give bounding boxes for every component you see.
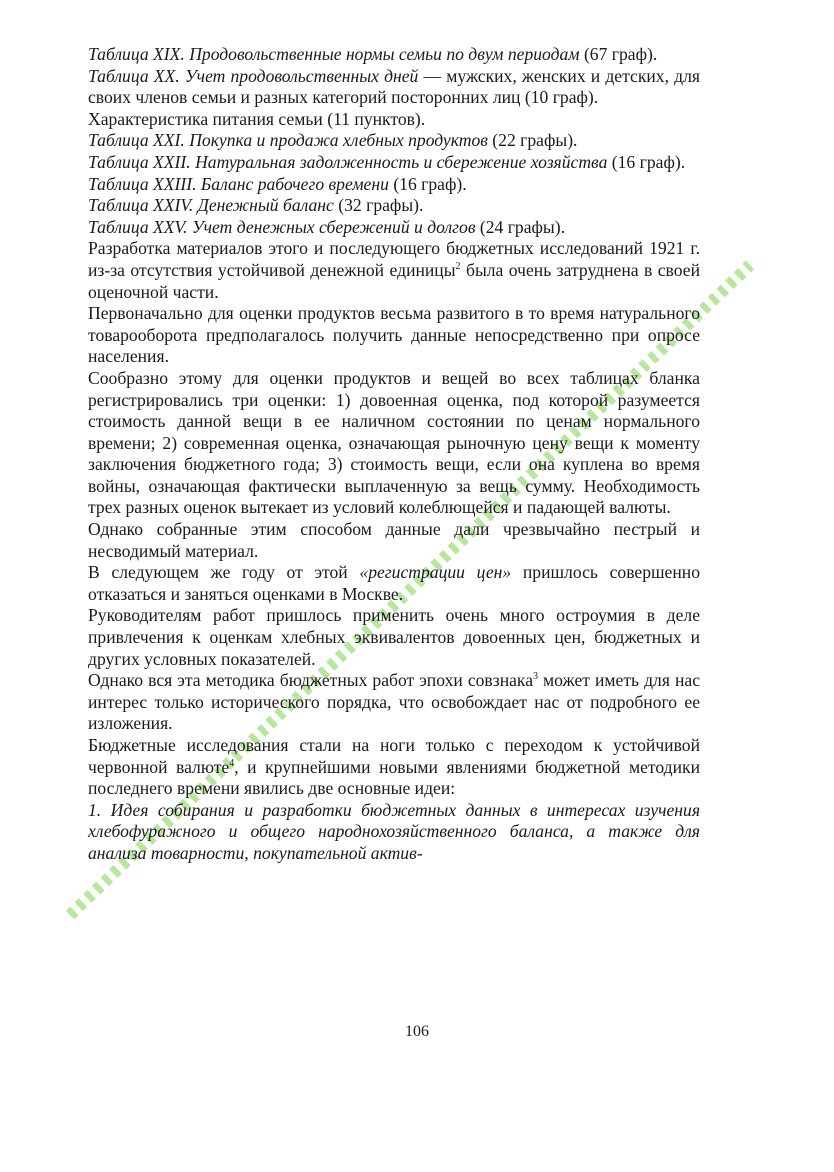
- paragraph-3: [88, 368, 700, 519]
- table-20-rest: — мужских, женских и детских, для своих членов семьи и разных категорий посторонних лиц (10 граф).: [88, 65, 700, 108]
- paragraph-2-text: Первоначально для оценки продуктов весьма развитого в то время натурального товарооборота предполагалось получить данные непосредственно при опросе населения.: [88, 303, 700, 367]
- paragraph-3-text: Сообразно этому для оценки продуктов и вещей во всех таблицах бланка регистрировались три оценки: 1) довоенная оценка, под которой разумеется стоимость данной вещи в ее наличном состоянии по ценам нормального времени; 2) современная оценка, означающая рыночную цену вещи к моменту заключения бюджетного года; 3) стоимость вещи, если она куплена во время войны, означающая фактически выплаченную за вещь сумму. Необходимость трех разных оценок вытекает из условий колеблющейся и падающей валюты.: [88, 367, 700, 518]
- footnote-ref-4[interactable]: 4: [229, 757, 235, 769]
- table-23-count: (16 граф).: [393, 173, 467, 194]
- paragraph-5-text: В следующем же году от этой: [88, 562, 360, 583]
- paragraph-5: [88, 562, 700, 605]
- paragraph-1-text: Разработка материалов этого и последующего бюджетных исследований 1921 г. из-за отсутствия устойчивой денежной единицы: [88, 238, 700, 280]
- table-20-title: Учет продовольственных дней: [184, 65, 419, 86]
- paragraph-1-text-end: была очень затруднена в своей оценочной части.: [88, 259, 700, 302]
- paragraph-8-text-end: , и крупнейшими новыми явлениями бюджетной методики последнего времени явились две основные идеи:: [88, 756, 700, 799]
- paragraph-5-text-end: пришлось совершенно отказаться и заняться оценками в Москве.: [88, 562, 700, 604]
- table-21-label: Таблица XXI.: [88, 130, 185, 151]
- table-24-title: Денежный баланс: [197, 195, 334, 216]
- paragraph-5-italic: «регистрации цен»: [359, 562, 512, 583]
- paragraph-9-text: 1. Идея собирания и разработки бюджетных данных в интересах изучения хлебофуражного и общего народнохозяйственного баланса, а также для анализа товарности, покупательной актив-: [88, 799, 700, 863]
- paragraph-7-text-end: может иметь для нас интерес только исторического порядка, что освобождает нас от подробного ее изложения.: [88, 670, 701, 734]
- paragraph-8: [88, 735, 700, 800]
- page-number: 106: [405, 1023, 429, 1040]
- footnote-ref-3[interactable]: 3: [533, 671, 539, 683]
- line-table-22: [88, 152, 700, 174]
- line-table-25: [88, 217, 700, 239]
- table-23-label: Таблица XXIII.: [88, 173, 197, 194]
- document-body: [88, 44, 700, 865]
- paragraph-6: [88, 605, 700, 670]
- paragraph-4-text: Однако собранные этим способом данные дали чрезвычайно пестрый и несводимый материал.: [88, 519, 700, 561]
- table-24-count: (32 графы).: [338, 195, 424, 216]
- paragraph-1: [88, 238, 700, 303]
- table-19-count: (67 граф).: [583, 44, 658, 64]
- table-22-label: Таблица XXII.: [88, 151, 191, 172]
- paragraph-4: [88, 519, 700, 562]
- line-characteristic: [88, 109, 700, 131]
- table-21-title: Покупка и продажа хлебных продуктов: [189, 130, 488, 151]
- footnote-ref-2[interactable]: 2: [455, 261, 461, 273]
- table-22-count: (16 граф).: [611, 151, 686, 172]
- paragraph-9: [88, 800, 700, 865]
- table-25-label: Таблица XXV.: [88, 216, 188, 237]
- table-24-label: Таблица XXIV.: [88, 195, 194, 216]
- table-25-count: (24 графы).: [479, 216, 566, 237]
- line-table-23: [88, 174, 700, 196]
- table-19-title: Продовольственные нормы семьи по двум периодам: [189, 44, 580, 64]
- line-table-21: [88, 130, 700, 152]
- line-table-19: [88, 44, 700, 66]
- paragraph-8-text: Бюджетные исследования стали на ноги только с переходом к устойчивой червонной валюте: [88, 735, 700, 777]
- paragraph-7: [88, 670, 700, 735]
- table-23-title: Баланс рабочего времени: [200, 173, 389, 194]
- line-table-20: [88, 66, 700, 109]
- characteristic-text: Характеристика питания семьи (11 пунктов).: [88, 108, 426, 129]
- table-21-count: (22 графы).: [492, 130, 578, 151]
- paragraph-7-text: Однако вся эта методика бюджетных работ эпохи совзнака: [88, 670, 534, 691]
- table-25-title: Учет денежных сбережений и долгов: [191, 216, 476, 237]
- table-22-title: Натуральная задолженность и сбережение хозяйства: [195, 151, 608, 172]
- paragraph-2: [88, 303, 700, 368]
- line-table-24: [88, 195, 700, 217]
- table-20-label: Таблица XX.: [88, 65, 180, 86]
- paragraph-6-text: Руководителям работ пришлось применить очень много остроумия в деле привлечения к оценкам хлебных эквивалентов довоенных цен, бюджетных и других условных показателей.: [88, 605, 700, 669]
- table-19-label: Таблица XIX.: [88, 44, 185, 64]
